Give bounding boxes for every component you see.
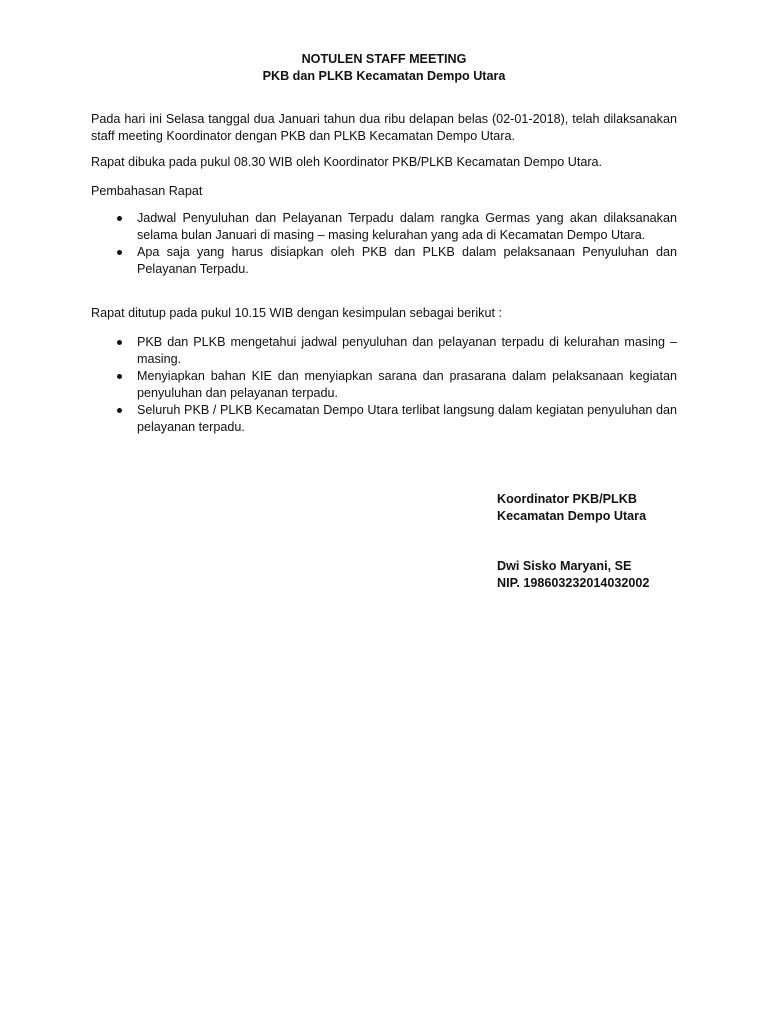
list-item-text: Apa saja yang harus disiapkan oleh PKB dan PLKB dalam pelaksanaan Penyuluhan dan Pelayanan Terpadu.	[137, 245, 677, 276]
signature-space	[497, 525, 649, 558]
bullet-icon	[117, 216, 122, 221]
list-item	[91, 334, 677, 368]
signature-block	[497, 491, 649, 592]
list-item	[91, 244, 677, 278]
signer-name: Dwi Sisko Maryani, SE	[497, 559, 632, 573]
intro-paragraph: Pada hari ini Selasa tanggal dua Januari tahun dua ribu delapan belas (02-01-2018), telah dilaksanakan staff meeting Koordinator dengan PKB dan PLKB Kecamatan Dempo Utara.	[91, 112, 677, 143]
list-item-text: Seluruh PKB / PLKB Kecamatan Dempo Utara terlibat langsung dalam kegiatan penyuluhan dan pelayanan terpadu.	[137, 403, 677, 434]
discussion-heading: Pembahasan Rapat	[91, 184, 203, 198]
list-item-text: Menyiapkan bahan KIE dan menyiapkan sarana dan prasarana dalam pelaksanaan kegiatan penyuluhan dan pelayanan terpadu.	[137, 369, 677, 400]
opening-paragraph: Rapat dibuka pada pukul 08.30 WIB oleh Koordinator PKB/PLKB Kecamatan Dempo Utara.	[91, 155, 603, 169]
bullet-icon	[117, 250, 122, 255]
signer-role: Koordinator PKB/PLKB	[497, 492, 637, 506]
list-item-text: Jadwal Penyuluhan dan Pelayanan Terpadu dalam rangka Germas yang akan dilaksanakan selama bulan Januari di masing – masing kelurahan yang ada di Kecamatan Dempo Utara.	[137, 211, 677, 242]
bullet-icon	[117, 340, 122, 345]
list-item	[91, 368, 677, 402]
conclusion-list	[91, 334, 677, 436]
bullet-icon	[117, 374, 122, 379]
closing-paragraph: Rapat ditutup pada pukul 10.15 WIB dengan kesimpulan sebagai berikut :	[91, 306, 502, 320]
signer-nip: NIP. 198603232014032002	[497, 576, 650, 590]
document-subtitle: PKB dan PLKB Kecamatan Dempo Utara	[262, 69, 506, 83]
document-title: NOTULEN STAFF MEETING	[301, 52, 467, 66]
list-item-text: PKB dan PLKB mengetahui jadwal penyuluhan dan pelayanan terpadu di kelurahan masing – masing.	[137, 335, 677, 366]
signer-district: Kecamatan Dempo Utara	[497, 509, 647, 523]
list-item	[91, 210, 677, 244]
bullet-icon	[117, 408, 122, 413]
list-item	[91, 402, 677, 436]
discussion-list	[91, 210, 677, 278]
